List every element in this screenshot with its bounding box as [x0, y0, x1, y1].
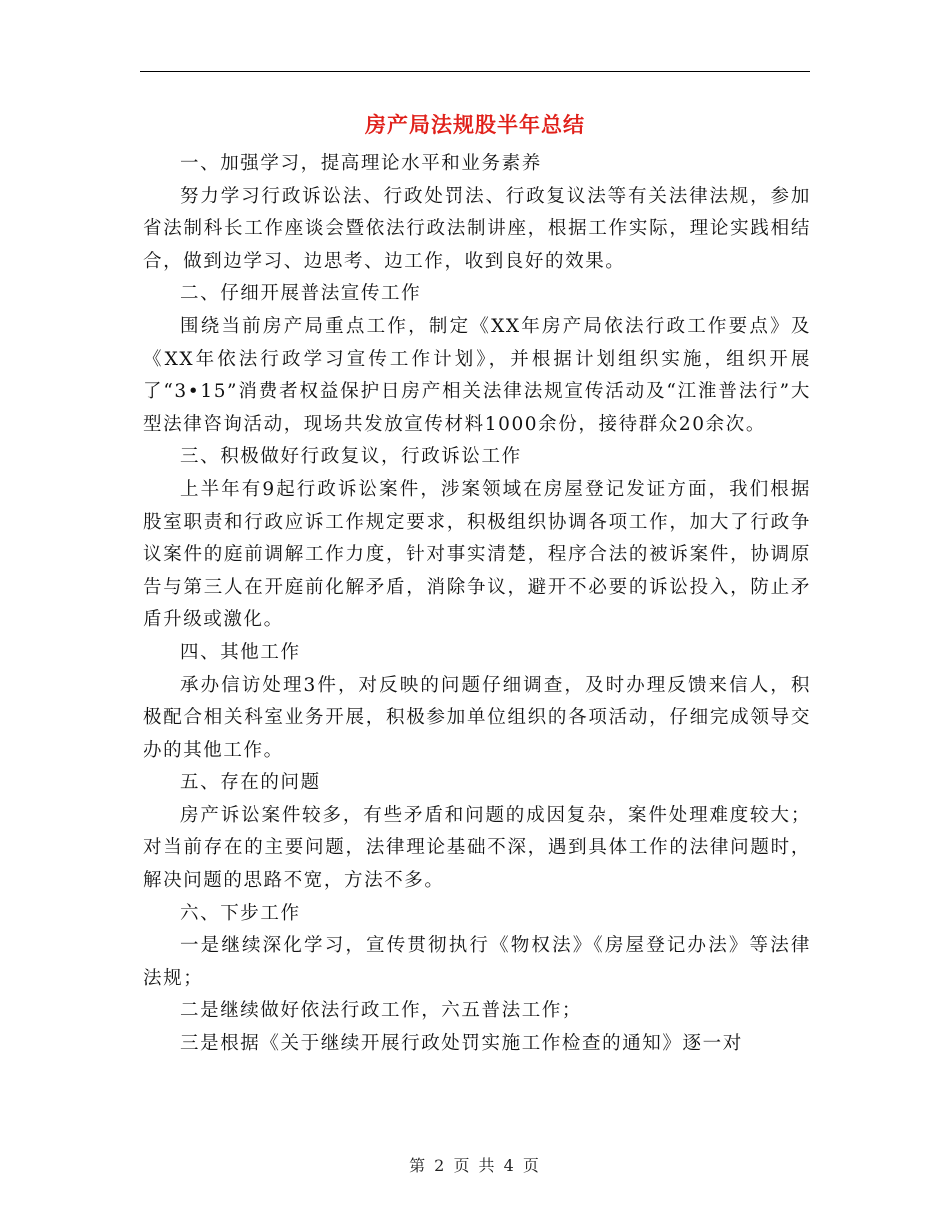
- header-rule: [140, 71, 810, 72]
- document-title: 房产局法规股半年总结: [365, 112, 585, 137]
- body-paragraph: 房产诉讼案件较多，有些矛盾和问题的成因复杂，案件处理难度较大；对当前存在的主要问题，法律理论基础不深，遇到具体工作的法律问题时，解决问题的思路不宽，方法不多。: [143, 804, 811, 892]
- section-heading-2: 二、仔细开展普法宣传工作: [180, 283, 422, 305]
- page-number: 第 2 页 共 4 页: [409, 1156, 541, 1175]
- body-paragraph: 围绕当前房产局重点工作，制定《XX年房产局依法行政工作要点》及《XX年依法行政学习宣传工作计划》，并根据计划组织实施，组织开展了“3•15”消费者权益保护日房产相关法律法规宣传活动及“江淮普法行”大型法律咨询活动，现场共发放宣传材料1000余份，接待群众20余次。: [143, 315, 811, 435]
- body-paragraph: 上半年有9起行政诉讼案件，涉案领域在房屋登记发证方面，我们根据股室职责和行政应诉工作规定要求，积极组织协调各项工作，加大了行政争议案件的庭前调解工作力度，针对事实清楚，程序合法的被诉案件，协调原告与第三人在开庭前化解矛盾，消除争议，避开不必要的诉讼投入，防止矛盾升级或激化。: [143, 478, 811, 631]
- body-paragraph: 努力学习行政诉讼法、行政处罚法、行政复议法等有关法律法规，参加省法制科长工作座谈会暨依法行政法制讲座，根据工作实际，理论实践相结合，做到边学习、边思考、边工作，收到良好的效果。: [143, 185, 811, 272]
- body-paragraph: 一是继续深化学习，宣传贯彻执行《物权法》《房屋登记办法》等法律法规；: [143, 935, 811, 989]
- body-paragraph: 二是继续做好依法行政工作，六五普法工作；: [180, 1000, 583, 1022]
- section-heading-3: 三、积极做好行政复议，行政诉讼工作: [180, 446, 522, 468]
- body-paragraph: 承办信访处理3件，对反映的问题仔细调查，及时办理反馈来信人，积极配合相关科室业务开展，积极参加单位组织的各项活动，仔细完成领导交办的其他工作。: [143, 674, 811, 761]
- document-body: [143, 148, 811, 1061]
- section-heading-1: 一、加强学习，提高理论水平和业务素养: [180, 153, 542, 174]
- section-heading-4: 四、其他工作: [180, 641, 301, 663]
- body-paragraph: 三是根据《关于继续开展行政处罚实施工作检查的通知》逐一对: [180, 1033, 743, 1055]
- section-heading-5: 五、存在的问题: [180, 772, 321, 794]
- section-heading-6: 六、下步工作: [180, 902, 301, 924]
